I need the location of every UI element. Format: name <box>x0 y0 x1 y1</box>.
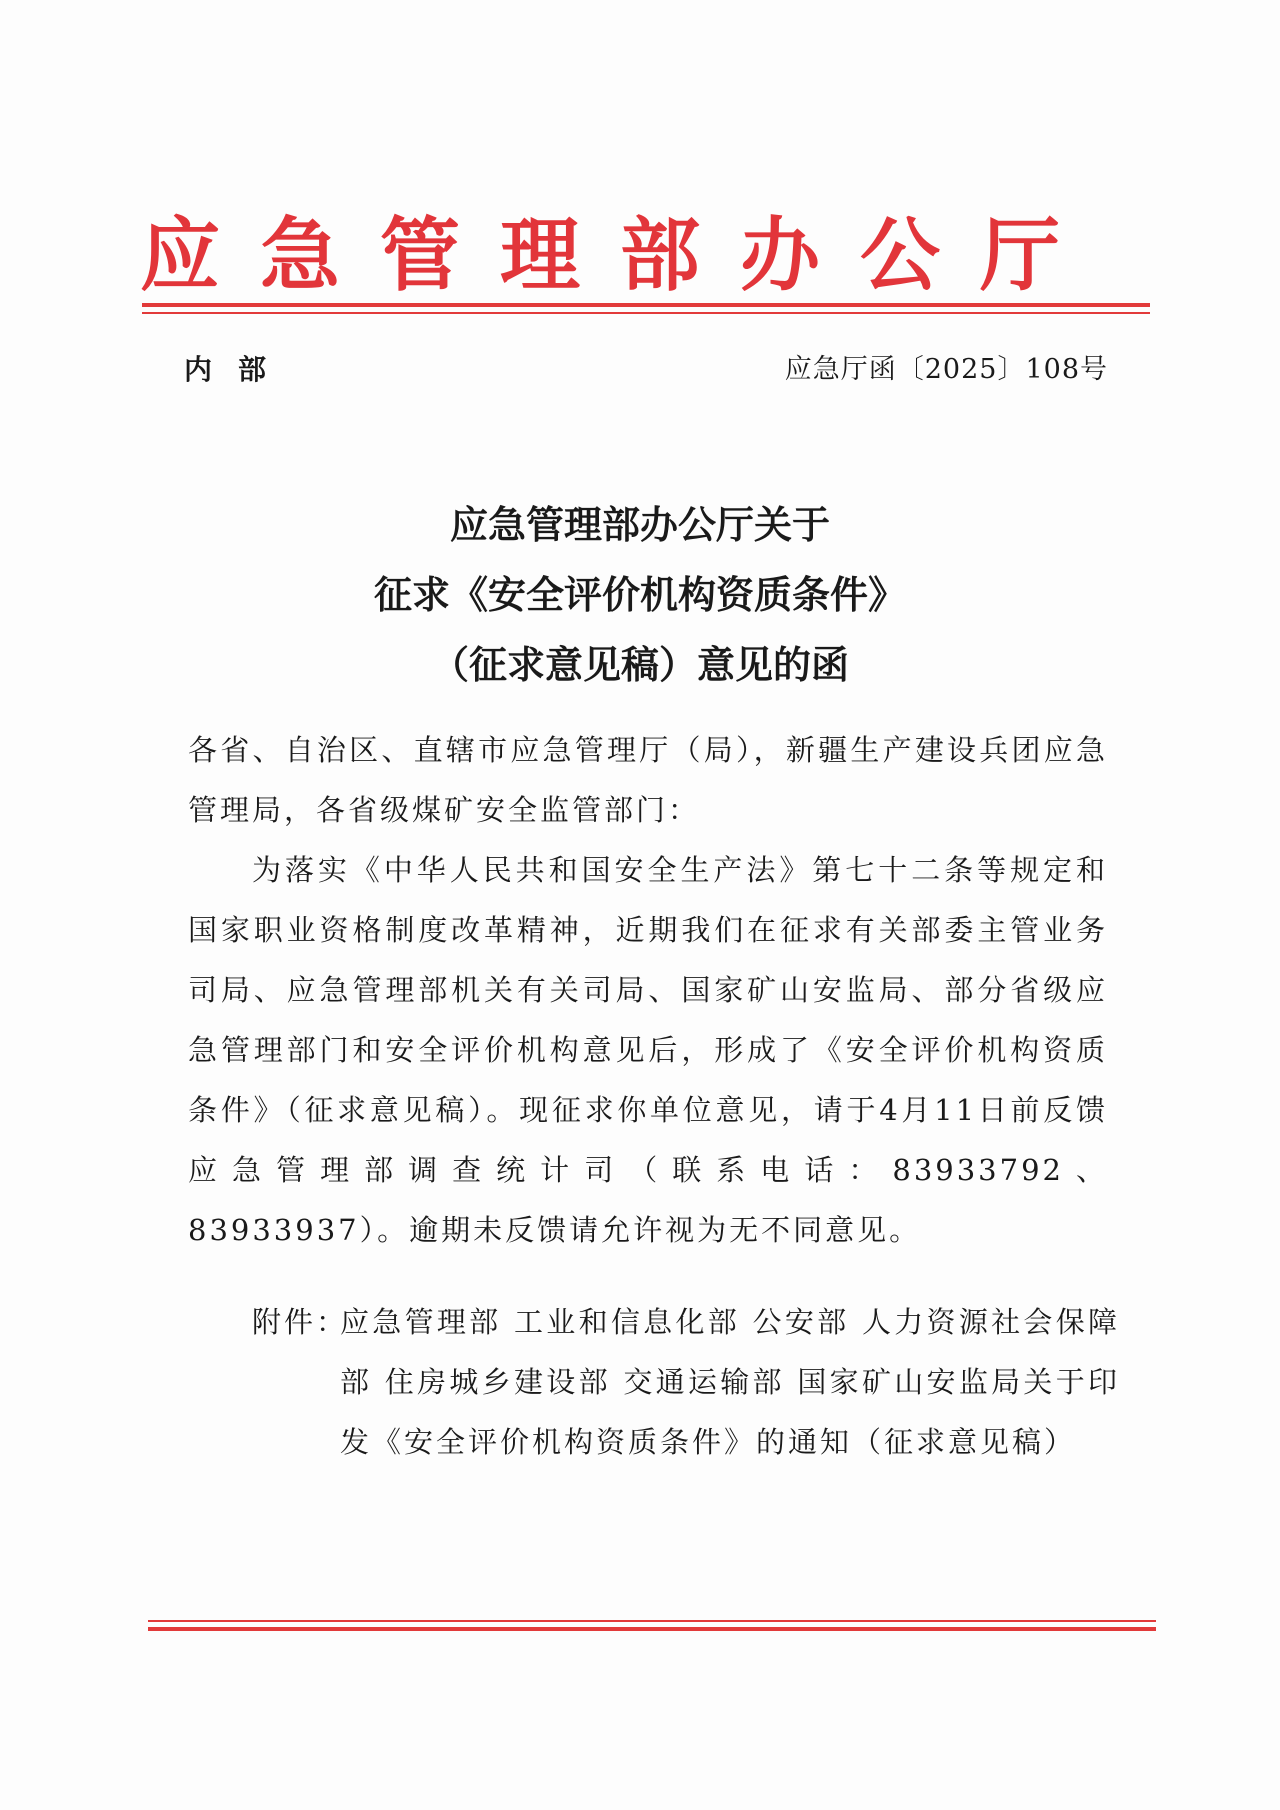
document-number: 应急厅函〔2025〕108号 <box>784 354 1108 385</box>
title-line-1: 应急管理部办公厅关于 <box>449 502 830 547</box>
classification-mark: 内部 <box>184 353 293 386</box>
footer-red-rule-thick <box>148 1627 1156 1631</box>
attachment-content: 应急管理部 工业和信息化部 公安部 人力资源社会保障部 住房城乡建设部 交通运输部 国家矿山安监局关于印发《安全评价机构资质条件》的通知（征求意见稿） <box>340 1305 1120 1459</box>
attachment-label: 附件： <box>252 1305 349 1339</box>
footer-red-rule-thin <box>148 1620 1156 1622</box>
organization-header: 应急管理部办公厅 <box>140 208 1100 302</box>
title-line-2: 征求《安全评价机构资质条件》 <box>373 572 906 617</box>
document-title <box>140 490 1140 700</box>
title-line-3: （征求意见稿）意见的函 <box>430 642 849 687</box>
header-red-rule-thin <box>142 312 1150 314</box>
header-red-rule-thick <box>142 303 1150 307</box>
salutation: 各省、自治区、直辖市应急管理厅（局），新疆生产建设兵团应急管理局，各省级煤矿安全监管部门： <box>188 733 1108 827</box>
body-paragraph: 为落实《中华人民共和国安全生产法》第七十二条等规定和国家职业资格制度改革精神，近期我们在征求有关部委主管业务司局、应急管理部机关有关司局、国家矿山安监局、部分省级应急管理部门和安全评价机构意见后，形成了《安全评价机构资质条件》（征求意见稿）。现征求你单位意见，请于4月11日前反馈应急管理部调查统计司（联系电话：83933792、83933937）。逾期未反馈请允许视为无不同意见。 <box>188 853 1108 1247</box>
